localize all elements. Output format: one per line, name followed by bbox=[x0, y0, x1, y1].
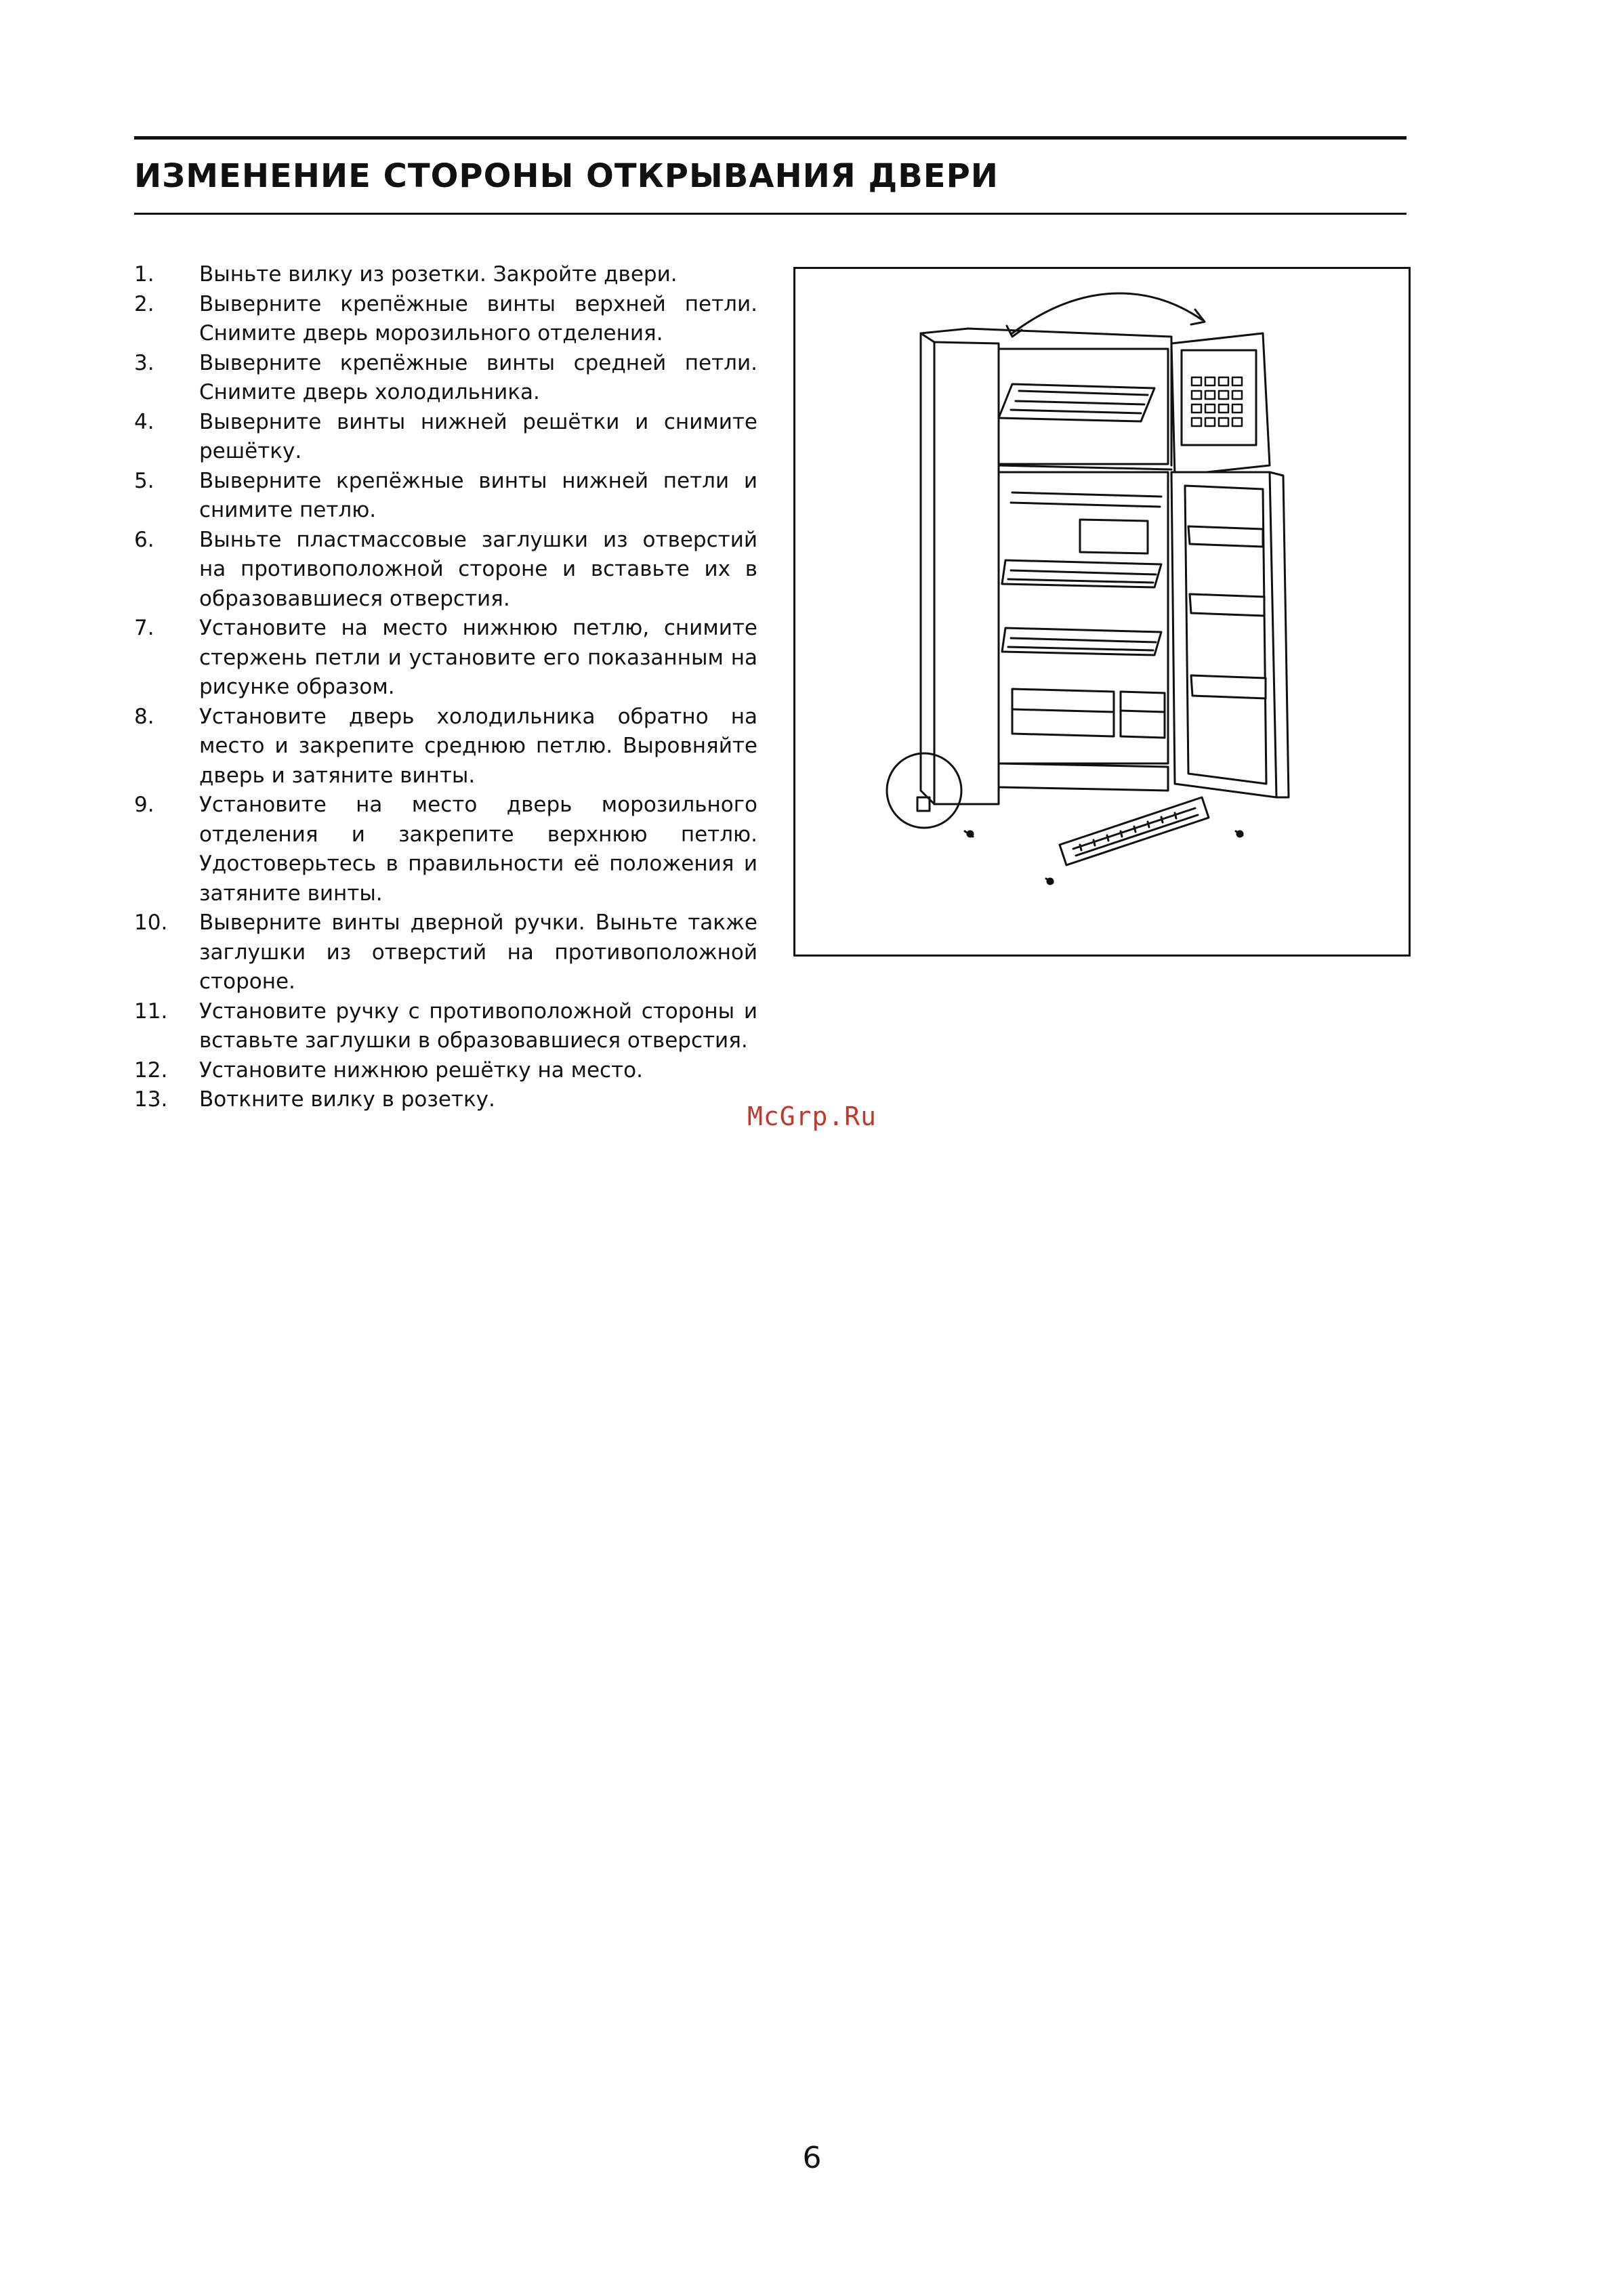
step-item bbox=[134, 997, 757, 1056]
step-number: 2. bbox=[134, 291, 154, 316]
steps-list bbox=[134, 260, 757, 1115]
refrigerator-illustration bbox=[793, 267, 1411, 957]
step-item bbox=[134, 614, 757, 702]
step-item bbox=[134, 1056, 757, 1086]
step-number: 8. bbox=[134, 704, 154, 729]
watermark: McGrp.Ru bbox=[747, 1101, 877, 1131]
step-item bbox=[134, 467, 757, 526]
step-number: 10. bbox=[134, 910, 168, 935]
step-number: 5. bbox=[134, 468, 154, 493]
step-text: Воткните вилку в розетку. bbox=[199, 1087, 495, 1112]
step-number: 4. bbox=[134, 409, 154, 434]
step-text: Выньте вилку из розетки. Закройте двери. bbox=[199, 262, 678, 287]
step-item bbox=[134, 526, 757, 614]
step-text: Установите дверь холодильника обратно на место и закрепите среднюю петлю. Выровняйте дверь и затяните винты. bbox=[199, 704, 757, 788]
step-text: Выверните винты нижней решётки и снимите решётку. bbox=[199, 409, 757, 463]
step-item bbox=[134, 260, 757, 290]
step-item bbox=[134, 702, 757, 791]
step-number: 1. bbox=[134, 262, 154, 287]
step-text: Выверните крепёжные винты нижней петли и снимите петлю. bbox=[199, 468, 757, 522]
step-item bbox=[134, 349, 757, 408]
step-text: Установите на место нижнюю петлю, снимите стержень петли и установите его показанным на рисунке образом. bbox=[199, 616, 757, 699]
step-text: Установите ручку с противоположной стороны и вставьте заглушки в образовавшиеся отверстия. bbox=[199, 999, 757, 1053]
step-item bbox=[134, 908, 757, 997]
step-text: Установите нижнюю решётку на место. bbox=[199, 1057, 643, 1083]
step-item bbox=[134, 290, 757, 349]
header-rule-top bbox=[134, 136, 1407, 140]
step-text: Выверните винты дверной ручки. Выньте также заглушки из отверстий на противоположной стороне. bbox=[199, 910, 757, 994]
page-title: ИЗМЕНЕНИЕ СТОРОНЫ ОТКРЫВАНИЯ ДВЕРИ bbox=[134, 157, 999, 195]
step-text: Установите на место дверь морозильного отделения и закрепите верхнюю петлю. Удостоверьтесь в правильности её положения и затяните винты. bbox=[199, 793, 757, 906]
step-text: Выньте пластмассовые заглушки из отверстий на противоположной стороне и вставьте их в образовавшиеся отверстия. bbox=[199, 527, 757, 611]
step-text: Выверните крепёжные винты средней петли. Снимите дверь холодильника. bbox=[199, 350, 757, 404]
header-rule-bottom bbox=[134, 213, 1407, 215]
step-number: 11. bbox=[134, 999, 168, 1024]
step-item bbox=[134, 791, 757, 908]
page-number: 6 bbox=[802, 2141, 822, 2175]
step-number: 6. bbox=[134, 527, 154, 552]
step-text: Выверните крепёжные винты верхней петли. Снимите дверь морозильного отделения. bbox=[199, 291, 757, 345]
step-number: 9. bbox=[134, 793, 154, 817]
step-number: 12. bbox=[134, 1057, 168, 1083]
step-number: 7. bbox=[134, 616, 154, 640]
step-item bbox=[134, 408, 757, 467]
step-number: 13. bbox=[134, 1087, 168, 1112]
step-number: 3. bbox=[134, 350, 154, 375]
